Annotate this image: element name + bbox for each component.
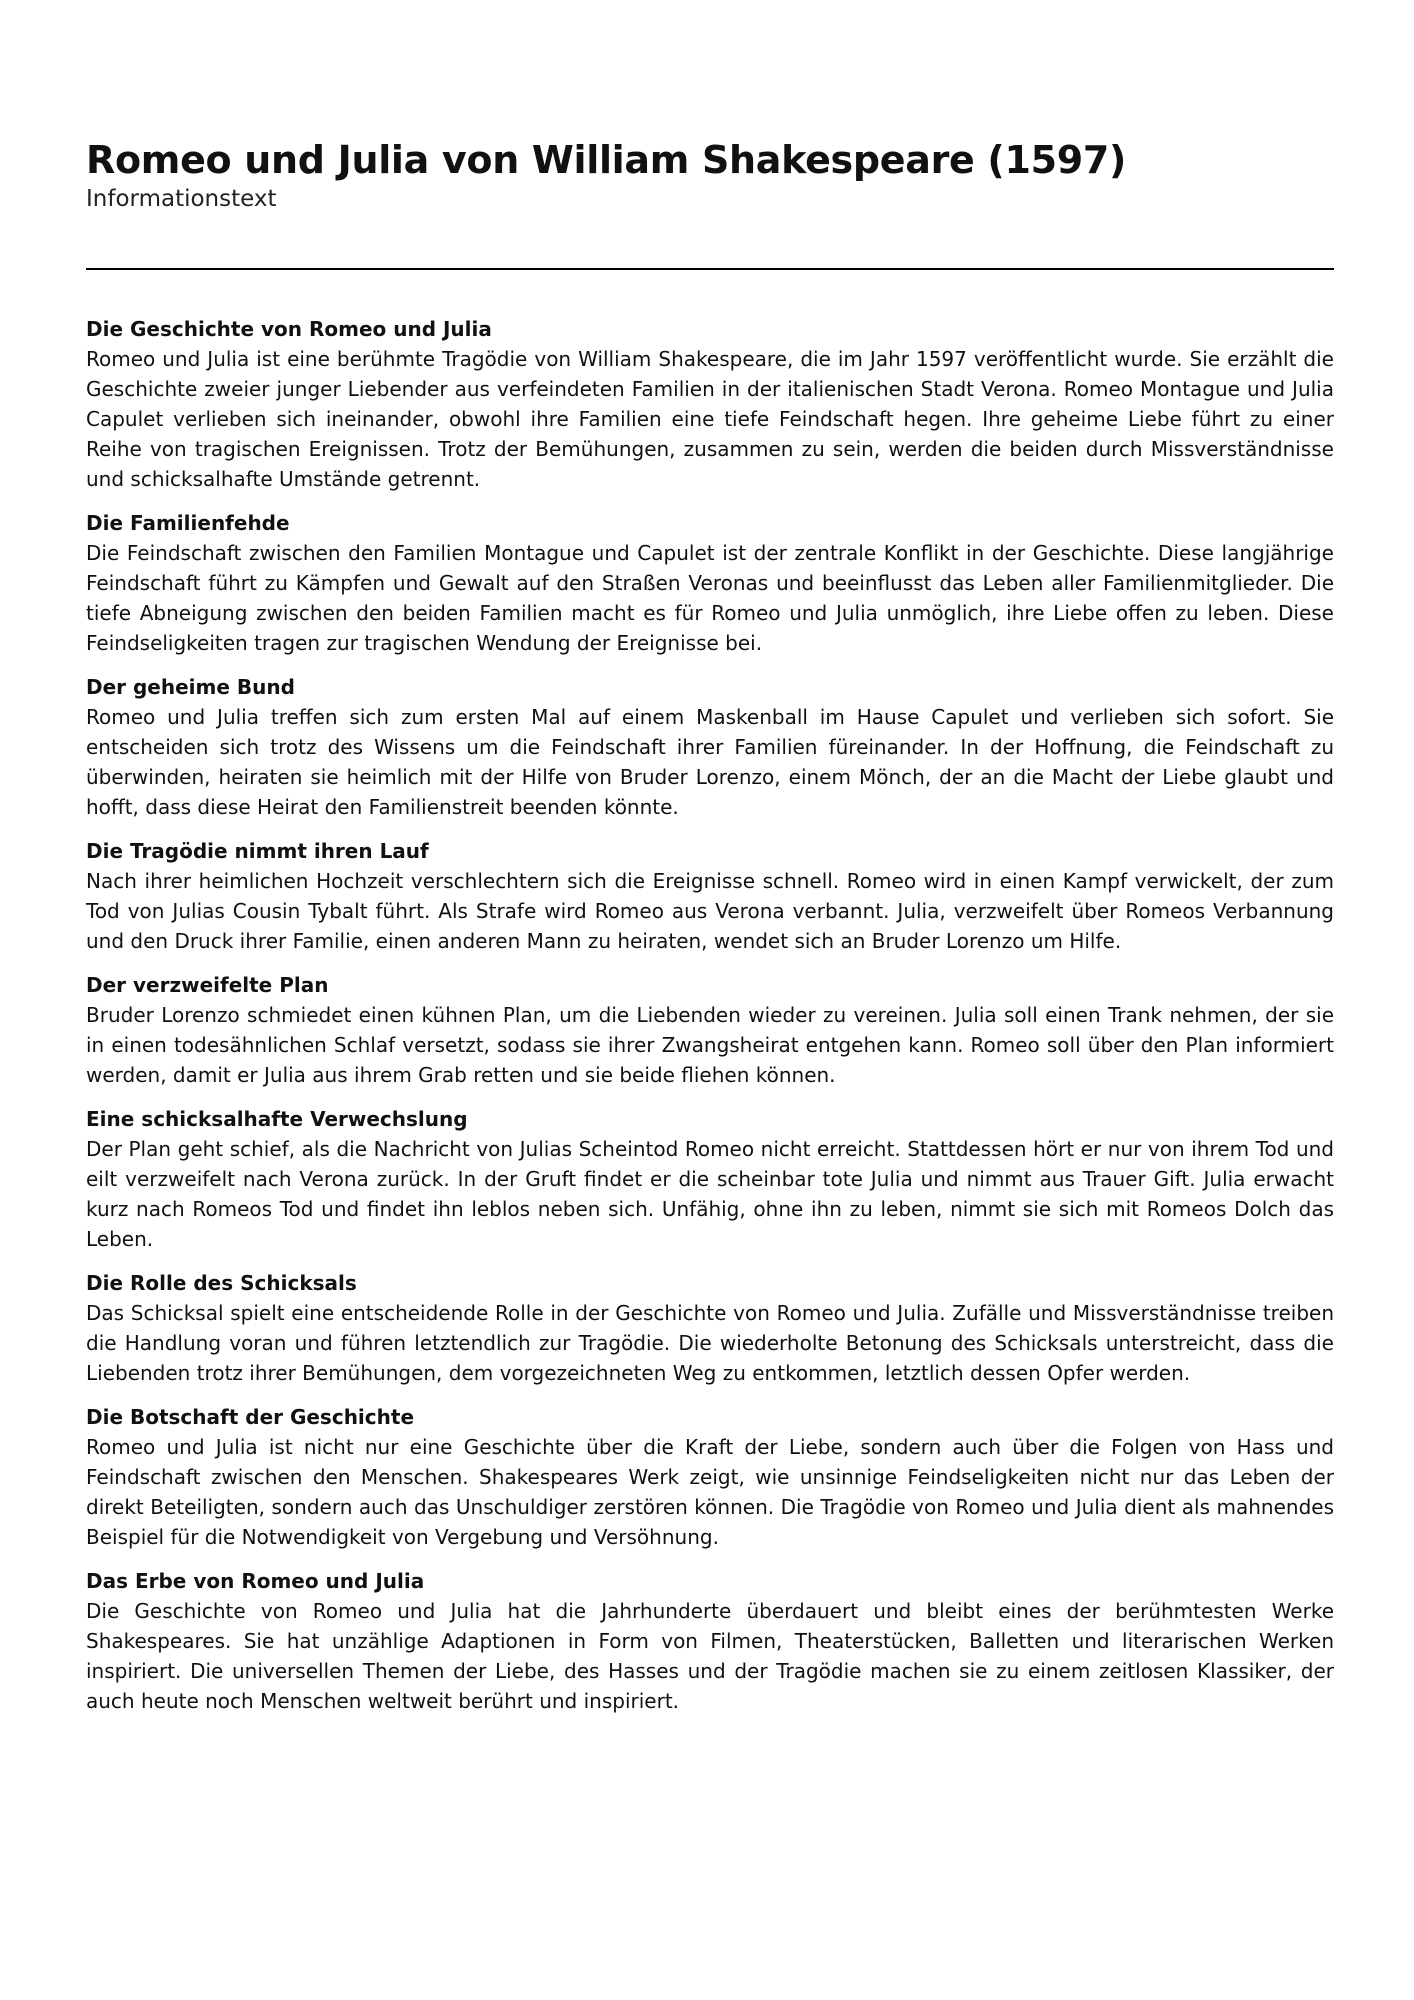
section-heading: Die Rolle des Schicksals (86, 1271, 357, 1295)
header-divider (86, 268, 1334, 270)
section-body: Die Feindschaft zwischen den Familien Montague und Capulet ist der zentrale Konflikt in der Geschichte. Diese langjährige Feindschaft führt zu Kämpfen und Gewalt auf den Straßen Veronas und beeinflusst das Leben aller Familienmitglieder. Die tiefe Abneigung zwischen den beiden Familien macht es für Romeo und Julia unmöglich, ihre Liebe offen zu leben. Diese Feindseligkeiten tragen zur tragischen Wendung der Ereignisse bei. (86, 541, 1334, 655)
section-heading: Der geheime Bund (86, 675, 295, 699)
section-fateful-mixup (86, 1104, 1334, 1254)
section-message (86, 1402, 1334, 1552)
document-page (86, 136, 1334, 1730)
section-heading: Eine schicksalhafte Verwechslung (86, 1107, 468, 1131)
section-secret-bond (86, 672, 1334, 822)
section-heading: Die Familienfehde (86, 511, 290, 535)
page-title: Romeo und Julia von William Shakespeare (1597) (86, 138, 1127, 182)
section-body: Romeo und Julia treffen sich zum ersten Mal auf einem Maskenball im Hause Capulet und verlieben sich sofort. Sie entscheiden sich trotz des Wissens um die Feindschaft ihrer Familien füreinander. In der Hoffnung, die Feindschaft zu überwinden, heiraten sie heimlich mit der Hilfe von Bruder Lorenzo, einem Mönch, der an die Macht der Liebe glaubt und hofft, dass diese Heirat den Familienstreit beenden könnte. (86, 705, 1334, 819)
section-heading: Das Erbe von Romeo und Julia (86, 1569, 425, 1593)
section-heading: Die Tragödie nimmt ihren Lauf (86, 839, 429, 863)
section-tragedy-unfolds (86, 836, 1334, 956)
section-family-feud (86, 508, 1334, 658)
section-desperate-plan (86, 970, 1334, 1090)
section-heading: Der verzweifelte Plan (86, 973, 329, 997)
section-body: Nach ihrer heimlichen Hochzeit verschlechtern sich die Ereignisse schnell. Romeo wird in einen Kampf verwickelt, der zum Tod von Julias Cousin Tybalt führt. Als Strafe wird Romeo aus Verona verbannt. Julia, verzweifelt über Romeos Verbannung und den Druck ihrer Familie, einen anderen Mann zu heiraten, wendet sich an Bruder Lorenzo um Hilfe. (86, 869, 1334, 953)
section-heading: Die Botschaft der Geschichte (86, 1405, 415, 1429)
page-subtitle: Informationstext (86, 186, 277, 212)
sections-container (86, 314, 1334, 1716)
section-body: Romeo und Julia ist eine berühmte Tragödie von William Shakespeare, die im Jahr 1597 veröffentlicht wurde. Sie erzählt die Geschichte zweier junger Liebender aus verfeindeten Familien in der italienischen Stadt Verona. Romeo Montague und Julia Capulet verlieben sich ineinander, obwohl ihre Familien eine tiefe Feindschaft hegen. Ihre geheime Liebe führt zu einer Reihe von tragischen Ereignissen. Trotz der Bemühungen, zusammen zu sein, werden die beiden durch Missverständnisse und schicksalhafte Umstände getrennt. (86, 347, 1334, 491)
section-body: Das Schicksal spielt eine entscheidende Rolle in der Geschichte von Romeo und Julia. Zufälle und Missverständnisse treiben die Handlung voran und führen letztendlich zur Tragödie. Die wiederholte Betonung des Schicksals unterstreicht, dass die Liebenden trotz ihrer Bemühungen, dem vorgezeichneten Weg zu entkommen, letztlich dessen Opfer werden. (86, 1301, 1334, 1385)
section-legacy (86, 1566, 1334, 1716)
section-body: Die Geschichte von Romeo und Julia hat die Jahrhunderte überdauert und bleibt eines der berühmtesten Werke Shakespeares. Sie hat unzählige Adaptionen in Form von Filmen, Theaterstücken, Balletten und literarischen Werken inspiriert. Die universellen Themen der Liebe, des Hasses und der Tragödie machen sie zu einem zeitlosen Klassiker, der auch heute noch Menschen weltweit berührt und inspiriert. (86, 1599, 1334, 1713)
section-role-of-fate (86, 1268, 1334, 1388)
section-heading: Die Geschichte von Romeo und Julia (86, 317, 492, 341)
section-body: Romeo und Julia ist nicht nur eine Geschichte über die Kraft der Liebe, sondern auch über die Folgen von Hass und Feindschaft zwischen den Menschen. Shakespeares Werk zeigt, wie unsinnige Feindseligkeiten nicht nur das Leben der direkt Beteiligten, sondern auch das Unschuldiger zerstören können. Die Tragödie von Romeo und Julia dient als mahnendes Beispiel für die Notwendigkeit von Vergebung und Versöhnung. (86, 1435, 1334, 1549)
section-story (86, 314, 1334, 494)
section-body: Der Plan geht schief, als die Nachricht von Julias Scheintod Romeo nicht erreicht. Stattdessen hört er nur von ihrem Tod und eilt verzweifelt nach Verona zurück. In der Gruft findet er die scheinbar tote Julia und nimmt aus Trauer Gift. Julia erwacht kurz nach Romeos Tod und findet ihn leblos neben sich. Unfähig, ohne ihn zu leben, nimmt sie sich mit Romeos Dolch das Leben. (86, 1137, 1334, 1251)
section-body: Bruder Lorenzo schmiedet einen kühnen Plan, um die Liebenden wieder zu vereinen. Julia soll einen Trank nehmen, der sie in einen todesähnlichen Schlaf versetzt, sodass sie ihrer Zwangsheirat entgehen kann. Romeo soll über den Plan informiert werden, damit er Julia aus ihrem Grab retten und sie beide fliehen können. (86, 1003, 1334, 1087)
